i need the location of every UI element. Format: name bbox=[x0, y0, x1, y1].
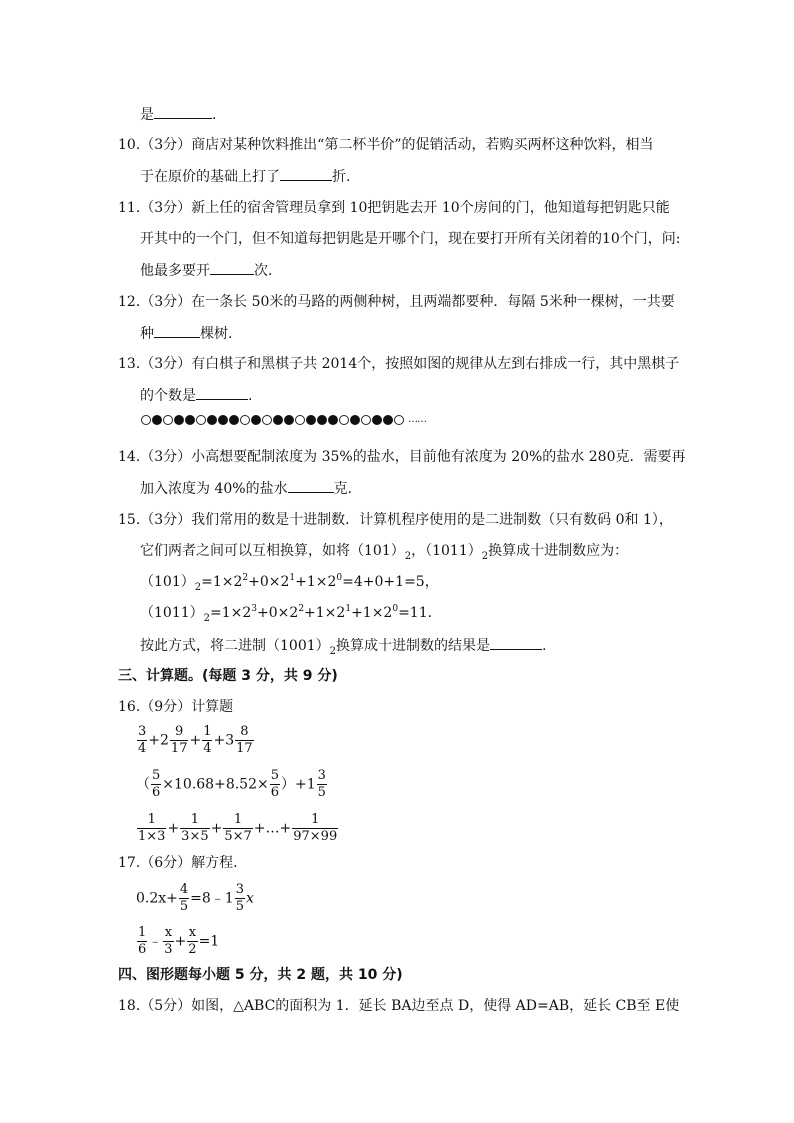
ex2-t2: +0×2 bbox=[257, 605, 299, 621]
black-stone bbox=[273, 415, 283, 425]
ex1-t1: =1×2 bbox=[201, 574, 243, 590]
white-stone bbox=[339, 415, 349, 425]
frac bbox=[137, 812, 166, 845]
q12-prefix: 种 bbox=[140, 326, 154, 342]
q11-suffix: 次. bbox=[254, 263, 273, 279]
black-stone bbox=[383, 415, 393, 425]
black-stone bbox=[372, 415, 382, 425]
num: 1 bbox=[138, 925, 147, 940]
ex2-sub: 2 bbox=[203, 613, 211, 624]
black-stone bbox=[317, 415, 327, 425]
den: 5 bbox=[317, 785, 326, 800]
q16-title: 16.（9分）计算题 bbox=[118, 699, 234, 715]
q10-suffix: 折. bbox=[332, 169, 351, 185]
ex2-p0: 0 bbox=[392, 604, 399, 614]
num: 9 bbox=[175, 724, 184, 739]
q14-line2 bbox=[140, 478, 352, 499]
q9-tail bbox=[140, 104, 216, 125]
q9-suffix: . bbox=[212, 107, 217, 123]
white-stone bbox=[163, 415, 173, 425]
q10-answer-blank bbox=[280, 166, 332, 181]
q13-suffix: . bbox=[248, 388, 253, 404]
q11-line1: 11.（3分）新上任的宿舍管理员拿到 10把钥匙去开 10个房间的门，他知道每把钥匙只能 bbox=[118, 200, 670, 216]
ex1-sub: 2 bbox=[194, 582, 202, 593]
den: 6 bbox=[270, 785, 280, 800]
op: =8﹣1 bbox=[190, 890, 234, 907]
q10-line1: 10.（3分）商店对某种饮料推出“第二杯半价”的促销活动，若购买两杯这种饮料，相当 bbox=[118, 137, 654, 153]
q13-answer-blank bbox=[196, 385, 248, 400]
den: 4 bbox=[203, 741, 212, 756]
num: 1 bbox=[311, 812, 320, 827]
num: 3 bbox=[317, 768, 326, 783]
frac bbox=[179, 882, 189, 915]
black-stone bbox=[350, 415, 360, 425]
frac bbox=[235, 724, 254, 757]
den: 3 bbox=[164, 942, 173, 957]
q14-answer-blank bbox=[288, 478, 334, 493]
frac bbox=[292, 812, 338, 845]
q11-prefix: 他最多要开 bbox=[140, 263, 210, 279]
op: ﹣ bbox=[148, 933, 163, 950]
den: 2 bbox=[188, 942, 197, 957]
frac bbox=[187, 925, 197, 958]
ex2-p1: 1 bbox=[345, 604, 352, 614]
op: + bbox=[167, 820, 180, 837]
num: 1 bbox=[233, 812, 243, 827]
q15-line2-b: ，（1011） bbox=[411, 543, 482, 559]
q14-suffix: 克. bbox=[333, 481, 353, 497]
ex1-t3: +1×2 bbox=[295, 574, 337, 590]
num: 8 bbox=[240, 724, 249, 739]
frac bbox=[235, 882, 245, 915]
den: 97×99 bbox=[293, 829, 338, 844]
den: 4 bbox=[138, 741, 147, 756]
q11-line3 bbox=[140, 260, 272, 281]
q14-line1: 14.（3分）小高想要配制浓度为 35%的盐水，目前他有浓度为 20%的盐水 280克．需要再 bbox=[118, 449, 686, 465]
frac bbox=[223, 812, 252, 845]
op: +3 bbox=[213, 732, 235, 749]
black-stone bbox=[185, 415, 195, 425]
frac bbox=[317, 768, 327, 801]
section-3-heading: 三、计算题。(每题 3 分，共 9 分) bbox=[118, 668, 338, 684]
black-stone bbox=[207, 415, 217, 425]
black-stone bbox=[328, 415, 338, 425]
white-stone bbox=[361, 415, 371, 425]
q15-l5-prefix: 按此方式，将二进制（1001） bbox=[140, 638, 330, 654]
q17-eq1 bbox=[136, 882, 254, 915]
black-stone bbox=[218, 415, 228, 425]
white-stone bbox=[262, 415, 272, 425]
q12-line1: 12.（3分）在一条长 50米的马路的两侧种树，且两端都要种．每隔 5米种一棵树，一共要 bbox=[118, 294, 675, 310]
q12-answer-blank bbox=[154, 323, 200, 338]
op: + bbox=[210, 820, 223, 837]
q15-line5 bbox=[140, 635, 546, 658]
q16-expr2 bbox=[136, 768, 328, 801]
op: + bbox=[174, 933, 187, 950]
black-stone bbox=[229, 415, 239, 425]
ex2-t1: =1×2 bbox=[210, 605, 252, 621]
section-4-heading: 四、图形题每小题 5 分，共 2 题，共 10 分) bbox=[118, 967, 403, 983]
q15-answer-blank bbox=[490, 635, 542, 650]
op: ）+1 bbox=[281, 776, 316, 793]
q15-l5-sub: 2 bbox=[329, 646, 337, 657]
q15-sub-b: 2 bbox=[481, 551, 489, 562]
q15-line2 bbox=[140, 541, 628, 563]
chess-stones-figure bbox=[141, 414, 426, 425]
num: x bbox=[188, 925, 197, 940]
q11-answer-blank bbox=[210, 260, 254, 275]
den: 5 bbox=[179, 899, 189, 914]
q18-line1: 18.（5分）如图，△ABC的面积为 1．延长 BA边至点 D，使得 AD=AB，延长 CB至 E使 bbox=[118, 998, 680, 1014]
frac bbox=[151, 768, 161, 801]
var: x bbox=[246, 890, 254, 907]
frac bbox=[137, 724, 147, 757]
den: 5×7 bbox=[224, 829, 252, 844]
ex2-label: （1011） bbox=[140, 605, 204, 621]
q13-line2 bbox=[140, 385, 252, 406]
q15-line2-a: 它们两者之间可以互相换算，如将（101） bbox=[140, 543, 405, 559]
black-stone bbox=[152, 415, 162, 425]
stones-ellipsis: …… bbox=[408, 414, 426, 425]
q16-expr3 bbox=[136, 812, 339, 845]
q15-example2 bbox=[140, 603, 432, 625]
black-stone bbox=[251, 415, 261, 425]
q13-prefix: 的个数是 bbox=[140, 388, 196, 404]
den: 3×5 bbox=[181, 829, 209, 844]
den: 6 bbox=[138, 942, 147, 957]
ex2-p3: 3 bbox=[251, 604, 258, 614]
black-stone bbox=[174, 415, 184, 425]
q9-prefix: 是 bbox=[140, 107, 154, 123]
op: +2 bbox=[148, 732, 169, 749]
num: 1 bbox=[190, 812, 200, 827]
q9-answer-blank bbox=[154, 104, 212, 119]
den: 5 bbox=[235, 899, 244, 914]
num: 3 bbox=[138, 724, 147, 739]
ex1-p1: 1 bbox=[289, 573, 296, 583]
black-stone bbox=[284, 415, 294, 425]
paren: （ bbox=[136, 776, 150, 793]
num: 1 bbox=[147, 812, 156, 827]
q17-title: 17.（6分）解方程. bbox=[118, 855, 238, 871]
ex1-p0: 0 bbox=[336, 573, 343, 583]
q11-line2: 开其中的一个门，但不知道每把钥匙是开哪个门，现在要打开所有关闭着的10个门，问: bbox=[140, 231, 681, 247]
op: =1 bbox=[198, 933, 220, 950]
ex1-label: （101） bbox=[140, 574, 195, 590]
num: 4 bbox=[179, 882, 189, 897]
op: + bbox=[189, 732, 202, 749]
den: 6 bbox=[152, 785, 161, 800]
q10-prefix: 于在原价的基础上打了 bbox=[140, 169, 280, 185]
q15-l5-suffix: . bbox=[542, 638, 547, 654]
ex2-end: =11. bbox=[398, 605, 433, 621]
q12-suffix: 棵树. bbox=[200, 326, 233, 342]
white-stone bbox=[196, 415, 206, 425]
den: 17 bbox=[170, 741, 188, 756]
op: ×10.68+8.52× bbox=[162, 776, 269, 793]
den: 1×3 bbox=[138, 829, 166, 844]
frac bbox=[163, 925, 173, 958]
frac bbox=[170, 724, 189, 757]
q15-l5-mid: 换算成十进制数的结果是 bbox=[336, 638, 491, 654]
ex2-t3: +1×2 bbox=[304, 605, 346, 621]
ex2-p2: 2 bbox=[298, 604, 305, 614]
num: 5 bbox=[270, 768, 280, 783]
ex1-end: =4+0+1=5， bbox=[342, 574, 439, 590]
q13-line1: 13.（3分）有白棋子和黑棋子共 2014个，按照如图的规律从左到右排成一行，其中黑棋子 bbox=[118, 356, 680, 372]
term: 0.2x+ bbox=[136, 890, 178, 907]
frac bbox=[270, 768, 280, 801]
q14-prefix: 加入浓度为 40%的盐水 bbox=[140, 481, 288, 497]
q10-line2 bbox=[140, 166, 350, 187]
ex2-t4: +1×2 bbox=[351, 605, 393, 621]
q15-line2-c: 换算成十进制数应为： bbox=[488, 543, 629, 559]
white-stone bbox=[295, 415, 305, 425]
frac bbox=[202, 724, 212, 757]
frac bbox=[137, 925, 147, 958]
q15-line1: 15.（3分）我们常用的数是十进制数．计算机程序使用的是二进制数（只有数码 0和 1）， bbox=[118, 512, 673, 528]
num: 1 bbox=[203, 724, 212, 739]
ex1-p2: 2 bbox=[242, 573, 249, 583]
white-stone bbox=[394, 415, 404, 425]
op: +…+ bbox=[253, 820, 292, 837]
q12-line2 bbox=[140, 323, 232, 344]
den: 17 bbox=[236, 741, 253, 756]
q16-expr1 bbox=[136, 724, 255, 757]
white-stone bbox=[240, 415, 250, 425]
q15-example1 bbox=[140, 572, 439, 594]
num: 5 bbox=[152, 768, 161, 783]
black-stone bbox=[306, 415, 316, 425]
q17-eq2 bbox=[136, 925, 219, 958]
frac bbox=[180, 812, 209, 845]
ex1-t2: +0×2 bbox=[248, 574, 290, 590]
white-stone bbox=[141, 415, 151, 425]
num: x bbox=[164, 925, 173, 940]
num: 3 bbox=[235, 882, 244, 897]
q15-sub-a: 2 bbox=[404, 551, 412, 562]
